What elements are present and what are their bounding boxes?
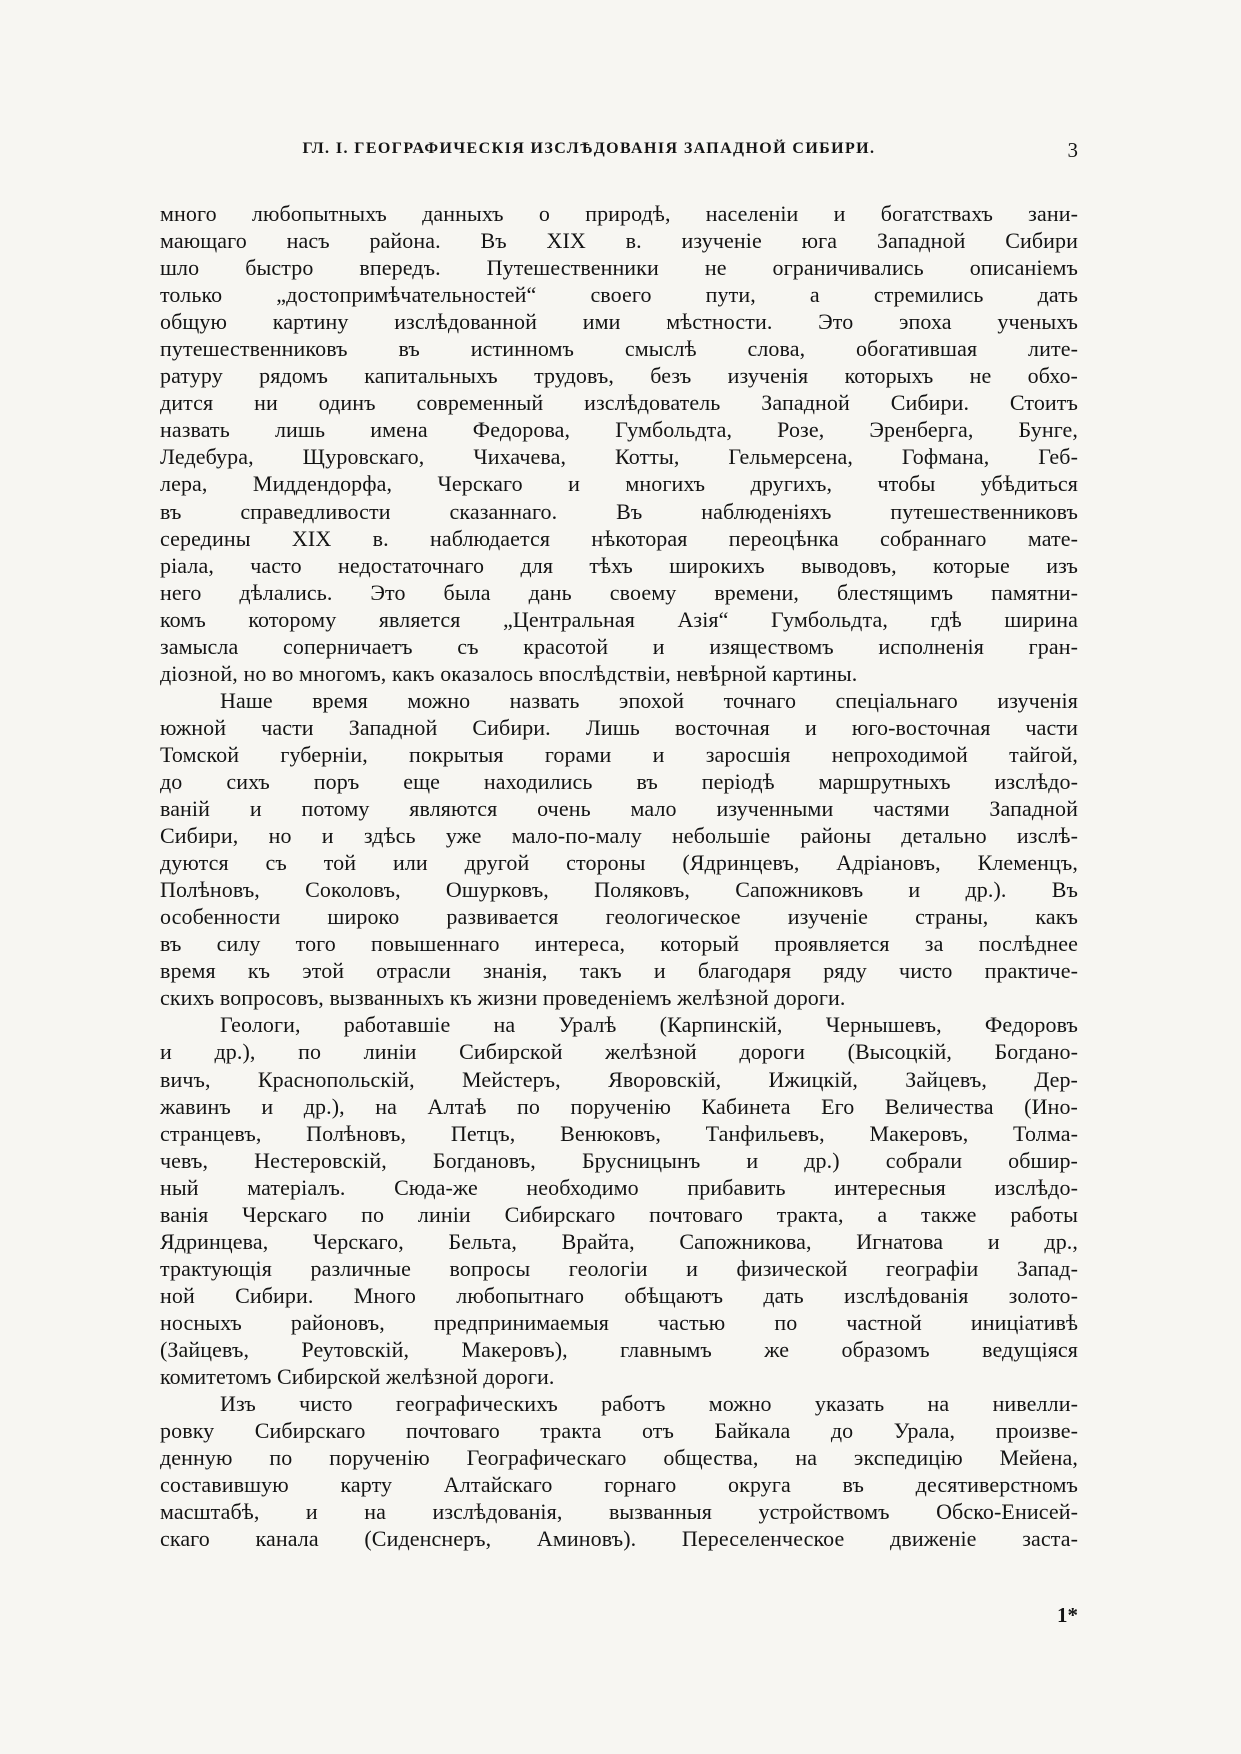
text-line: денную по порученію Географическаго общества, на экспедицію Мейена, bbox=[160, 1445, 1078, 1471]
text-line: Ледебура, Щуровскаго, Чихачева, Котты, Гельмерсена, Гофмана, Геб- bbox=[160, 444, 1078, 470]
text-line: (Зайцевъ, Реутовскій, Макеровъ), главнымъ же образомъ ведущіяся bbox=[160, 1336, 1078, 1362]
text-line: него дѣлались. Это была дань своему времени, блестящимъ памятни- bbox=[160, 579, 1078, 605]
text-line: ный матеріалъ. Сюда-же необходимо прибавить интересныя изслѣдо- bbox=[160, 1174, 1078, 1200]
text-line: чевъ, Нестеровскій, Богдановъ, Брусницынъ и др.) собрали обшир- bbox=[160, 1147, 1078, 1173]
running-head: ГЛ. I. ГЕОГРАФИЧЕСКІЯ ИЗСЛѢДОВАНІЯ ЗАПАДНОЙ СИБИРИ. bbox=[302, 140, 876, 157]
text-line: ровку Сибирскаго почтоваго тракта отъ Байкала до Урала, произве- bbox=[160, 1418, 1078, 1444]
text-line: только „достопримѣчательностей“ своего пути, а стремились дать bbox=[160, 282, 1078, 308]
text-line: въ справедливости сказаннаго. Въ наблюденіяхъ путешественниковъ bbox=[160, 498, 1078, 524]
text-line: носныхъ районовъ, предпринимаемыя частью по частной иниціативѣ bbox=[160, 1309, 1078, 1335]
text-line: мающаго насъ района. Въ XIX в. изученіе юга Западной Сибири bbox=[160, 228, 1078, 254]
page-header bbox=[160, 140, 1078, 170]
text-line: скаго канала (Сиденснеръ, Аминовъ). Переселенческое движеніе заста- bbox=[160, 1526, 1078, 1552]
text-line: лера, Миддендорфа, Черскаго и многихъ другихъ, чтобы убѣдиться bbox=[160, 471, 1078, 497]
text-line: ріала, часто недостаточнаго для тѣхъ широкихъ выводовъ, которые изъ bbox=[160, 552, 1078, 578]
paragraph bbox=[160, 1011, 1078, 1390]
text-line: шло быстро впередъ. Путешественники не ограничивались описаніемъ bbox=[160, 255, 1078, 281]
text-line: ной Сибири. Много любопытнаго обѣщаютъ дать изслѣдованія золото- bbox=[160, 1282, 1078, 1308]
text-line: въ силу того повышеннаго интереса, который проявляется за послѣднее bbox=[160, 931, 1078, 957]
text-line: составившую карту Алтайскаго горнаго округа въ десятиверстномъ bbox=[160, 1472, 1078, 1498]
text-line: Геологи, работавшіе на Уралѣ (Карпинскій, Чернышевъ, Федоровъ bbox=[220, 1012, 1078, 1038]
paragraph bbox=[160, 200, 1078, 687]
text-line: діозной, но во многомъ, какъ оказалось впослѣдствіи, невѣрной картины. bbox=[160, 660, 858, 686]
text-line: замысла соперничаетъ съ красотой и изяществомъ исполненія гран- bbox=[160, 633, 1078, 659]
text-line: назвать лишь имена Федорова, Гумбольдта, Розе, Эренберга, Бунге, bbox=[160, 417, 1078, 443]
text-line: вичъ, Краснопольскій, Мейстеръ, Яворовскій, Ижицкій, Зайцевъ, Дер- bbox=[160, 1066, 1078, 1092]
text-line: комъ которому является „Центральная Азія“ Гумбольдта, гдѣ ширина bbox=[160, 606, 1078, 632]
text-line: дуются съ той или другой стороны (Ядринцевъ, Адріановъ, Клеменцъ, bbox=[160, 850, 1078, 876]
text-line: много любопытныхъ данныхъ о природѣ, населеніи и богатствахъ зани- bbox=[160, 201, 1078, 226]
text-line: жавинъ и др.), на Алтаѣ по порученію Кабинета Его Величества (Ино- bbox=[160, 1093, 1078, 1119]
text-line: Томской губерніи, покрытыя горами и заросшія непроходимой тайгой, bbox=[160, 741, 1078, 767]
text-line: общую картину изслѣдованной ими мѣстности. Это эпоха ученыхъ bbox=[160, 309, 1078, 335]
text-line: странцевъ, Полѣновъ, Петцъ, Венюковъ, Танфильевъ, Макеровъ, Толма- bbox=[160, 1120, 1078, 1146]
signature-mark: 1* bbox=[1057, 1603, 1078, 1627]
page-number: 3 bbox=[1067, 138, 1078, 162]
text-line: Изъ чисто географическихъ работъ можно указать на нивелли- bbox=[220, 1391, 1078, 1417]
text-line: до сихъ поръ еще находились въ періодѣ маршрутныхъ изслѣдо- bbox=[160, 768, 1078, 794]
text-line: и др.), по линіи Сибирской желѣзной дороги (Высоцкій, Богдано- bbox=[160, 1039, 1078, 1065]
text-line: особенности широко развивается геологическое изученіе страны, какъ bbox=[160, 904, 1078, 930]
body-text bbox=[160, 200, 1078, 1552]
text-line: ратуру рядомъ капитальныхъ трудовъ, безъ изученія которыхъ не обхо- bbox=[160, 363, 1078, 389]
text-line: трактующія различные вопросы геологіи и физической географіи Запад- bbox=[160, 1255, 1078, 1281]
text-line: Полѣновъ, Соколовъ, Ошурковъ, Поляковъ, Сапожниковъ и др.). Въ bbox=[160, 877, 1078, 903]
text-line: южной части Западной Сибири. Лишь восточная и юго-восточная части bbox=[160, 714, 1078, 740]
text-line: ванія Черскаго по линіи Сибирскаго почтоваго тракта, а также работы bbox=[160, 1201, 1078, 1227]
text-line: дится ни одинъ современный изслѣдователь Западной Сибири. Стоитъ bbox=[160, 390, 1078, 416]
text-line: скихъ вопросовъ, вызванныхъ къ жизни проведеніемъ желѣзной дороги. bbox=[160, 985, 846, 1011]
text-line: время къ этой отрасли знанія, такъ и благодаря ряду чисто практиче- bbox=[160, 958, 1078, 984]
paragraph bbox=[160, 687, 1078, 1012]
text-line: середины XIX в. наблюдается нѣкоторая переоцѣнка собраннаго мате- bbox=[160, 525, 1078, 551]
text-line: Наше время можно назвать эпохой точнаго спеціальнаго изученія bbox=[220, 687, 1078, 713]
text-line: комитетомъ Сибирской желѣзной дороги. bbox=[160, 1364, 555, 1390]
text-line: ваній и потому являются очень мало изученными частями Западной bbox=[160, 796, 1078, 822]
paragraph bbox=[160, 1390, 1078, 1552]
text-line: Ядринцева, Черскаго, Бельта, Врайта, Сапожникова, Игнатова и др., bbox=[160, 1228, 1078, 1254]
text-line: Сибири, но и здѣсь уже мало-по-малу небольшіе районы детально изслѣ- bbox=[160, 823, 1078, 849]
text-line: путешественниковъ въ истинномъ смыслѣ слова, обогатившая лите- bbox=[160, 336, 1078, 362]
text-line: масштабѣ, и на изслѣдованія, вызванныя устройствомъ Обско-Енисей- bbox=[160, 1499, 1078, 1525]
